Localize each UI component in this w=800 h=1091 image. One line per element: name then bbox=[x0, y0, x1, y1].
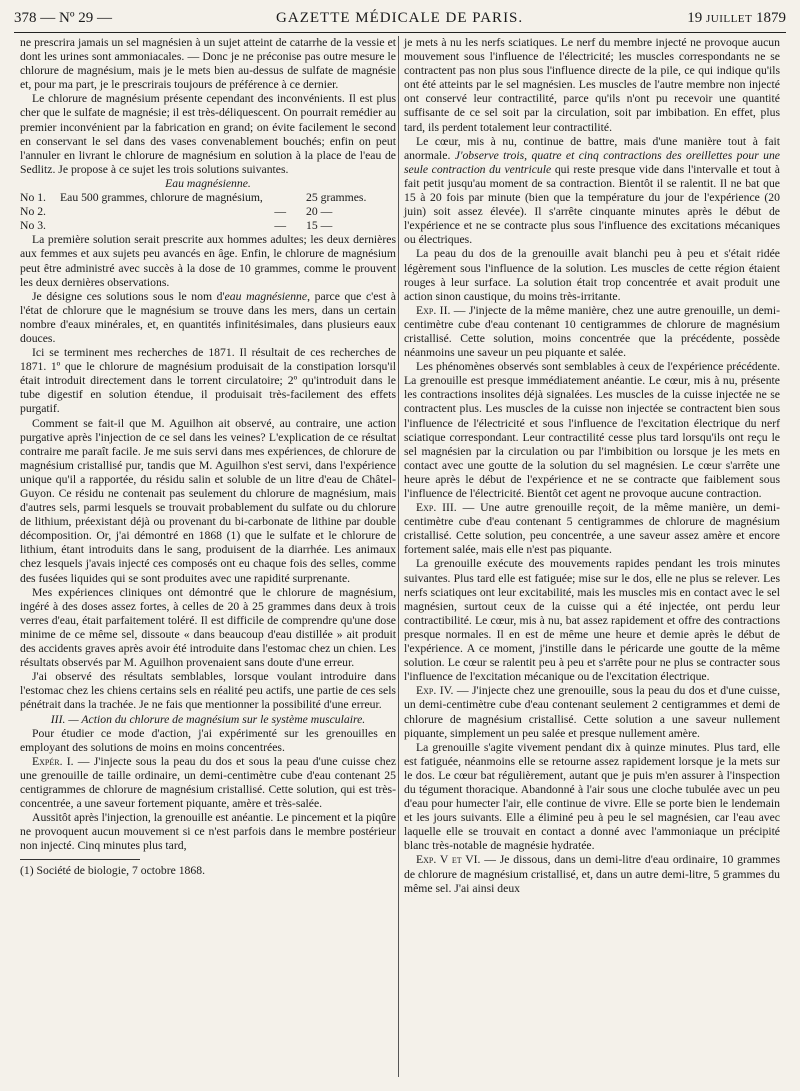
paragraph: Mes expériences cliniques ont démontré que le chlorure de magnésium, ingéré à des doses assez fortes, à celles de 20 à 25 grammes dans deux à trois verres d'eau, était parfaitement toléré. Il est difficile de comprendre qu'une dose minime de ce même sel, dissoute « dans beaucoup d'eau distillée » ait produit des accidents graves après avoir été introduite dans l'estomac chez un chien. Les résultats observés par M. Aguilhon provenaient sans doute d'une erreur. bbox=[20, 585, 396, 670]
paragraph: J'ai observé des résultats semblables, lorsque voulant introduire dans l'estomac chez les chiens certains sels en réalité peu actifs, une partie de ces sels pénétrait dans la trachée. Je ne fais que mentionner la possibilité d'une erreur. bbox=[20, 670, 396, 712]
paragraph: La grenouille exécute des mouvements rapides pendant les trois minutes suivantes. Plus tard elle est fatiguée; mise sur le dos, elle ne plus se relever. Les nerfs sciatiques ont leur excitabilité, mais les muscles mis en contact avec le sel magnésien, surtout ceux de la cuisse qui a été injectée, ont perdu leur contractibilité. Le cœur, mis à nu, bat assez rapidement et offre des contractions presque normales. Il en est de même une heure et demie après le début de l'expérience. A ce moment, j'instille dans le péricarde une goutte de la même solution. Le cœur se ralentit peu à peu et s'arrête pour ne plus se contracter sous l'influence de l'excitation mécanique ou de l'excitation électrique. bbox=[404, 557, 780, 684]
footnote: (1) Société de biologie, 7 octobre 1868. bbox=[20, 864, 206, 878]
page-number-group bbox=[14, 10, 112, 27]
issue-date bbox=[687, 10, 786, 27]
column-divider bbox=[398, 36, 399, 1077]
paragraph: Comment se fait-il que M. Aguilhon ait observé, au contraire, une action purgative après l'injection de ce sel dans les veines? L'explication de ce résultat contraire me paraît facile. Je me suis servi dans mes expériences, de chlorure de magnésium cristallisé pur, tandis que M. Aguilhon s'est servi, dans l'expérience unique qu'il a rapportée, du résidu salin et soluble de un litre d'eau de Châtel-Guyon. Ce résidu ne contenait pas seulement du chlorure de magnésium, mais d'autres sels, parmi lesquels se trouvait probablement du sulfate ou du chlorure de lithium, préexistant déjà ou provenant du bi-carbonate de lithine par double décomposition. Or, j'ai démontré en 1868 (1) que le sulfate et le chlorure de lithium, étant introduits dans le sang, produisent de la diarrhée. Les animaux chez lesquels j'avais injecté ces composés ont eu chaque fois des selles, comme des fusées liquides qui se sont produites avec une rapidité surprenante. bbox=[20, 416, 396, 585]
remedy-row: No 3. — 15 — bbox=[20, 219, 333, 233]
date-month: JUILLET bbox=[705, 12, 753, 25]
page-header bbox=[14, 6, 786, 30]
paragraph: Expér. I. — J'injecte sous la peau du dos et sous la peau d'une cuisse chez une grenouille de taille ordinaire, un demi-centimètre cube d'eau contenant 25 centigrammes de chlorure de magnésium cristallisé. Cette solution, qui est très-concentrée, a une saveur fortement piquante, amère et très-salée. bbox=[20, 754, 397, 811]
date-year: 1879 bbox=[755, 9, 786, 26]
paragraph: Ici se terminent mes recherches de 1871. Il résultait de ces recherches de 1871. 1º que le chlorure de magnésium produisait de la constipation lorsqu'il était introduit directement dans le torrent circulatoire; 2º qu'introduit dans le tube digestif en solution étendue, il produisait très-facilement des effets purgatif. bbox=[20, 346, 396, 416]
paragraph: La grenouille s'agite vivement pendant dix à quinze minutes. Plus tard, elle est fatiguée, néanmoins elle se retourne assez rapidement lorsque je la mets sur le dos. Le cœur bat régulièrement, autant que je puis m'en assurer à l'inspection du tégument thoracique. Abandonné à l'air sous une cloche tubulée avec un peu d'eau pour humecter l'air, elle continue de vivre. Elle se porte bien le lendemain et les jours suivants. Elle a éliminé peu à peu le sel magnésien, car l'eau avec laquelle elle se trouvait en contact a donné avec l'ammoniaque un précipité blanc très-notable de magnésie hydratée. bbox=[404, 740, 780, 853]
journal-title: GAZETTE MÉDICALE DE PARIS. bbox=[276, 9, 524, 26]
paragraph: Le chlorure de magnésium présente cependant des inconvénients. Il est plus cher que le sulfate de magnésie; il est très-déliquescent. On pourrait remédier au premier inconvénient par la fabrication en grand; on évite facilement le second en conservant le sel dans des vases convenablement bouchés; enfin on peut l'annuler en livrant le chlorure de magnésium en solution à la place de l'eau de Sedlitz. Je propose à ce sujet les trois solutions suivantes. bbox=[20, 92, 396, 176]
right-column bbox=[404, 36, 780, 1079]
header-rule bbox=[14, 32, 786, 33]
paragraph: Exp. V et VI. — Je dissous, dans un demi-litre d'eau ordinaire, 10 grammes de chlorure de magnésium cristallisé, et, dans un autre demi-litre, 5 grammes du même sel. J'ai ainsi deux bbox=[404, 853, 781, 895]
section-heading: III. — Action du chlorure de magnésium sur le système musculaire. bbox=[50, 712, 366, 726]
paragraph: ne prescrira jamais un sel magnésien à un sujet atteint de catarrhe de la vessie et dont les urines sont ammoniacales. — Donc je ne préconise pas outre mesure le chlorure de magnésium, mais je le mets bien au-dessus de sulfate de magnésie et, pour ma part, je le prescrirais toujours de préférence à ce dernier. bbox=[20, 36, 396, 92]
remedy-row: No 2. — 20 — bbox=[20, 205, 333, 219]
remedy-title: Eau magnésienne. bbox=[165, 176, 251, 190]
paragraph: je mets à nu les nerfs sciatiques. Le nerf du membre injecté ne provoque aucun mouvement sous l'influence de l'électricité; les muscles correspondants ne se contractent pas non plus sous l'influence directe de la pile, ce qui indique qu'ils ont été atteints par le sel magnésien. Les muscles de l'autre membre non injecté ont conservé leur contractilité, parce qu'ils n'ont pu recevoir une quantité suffisante de ce sel soit par la circulation, soit par imbibation. En effet, plus tard, ils perdent totalement leur contractilité. bbox=[404, 36, 780, 134]
left-column bbox=[20, 36, 396, 1079]
remedy-row: No 1. Eau 500 grammes, chlorure de magnésium, 25 grammes. bbox=[20, 191, 367, 205]
page-number: 378 bbox=[14, 9, 37, 26]
paragraph: Exp. IV. — J'injecte chez une grenouille, sous la peau du dos et d'une cuisse, un demi-centimètre cube d'eau contenant seulement 2 centigrammes et demi de chlorure de magnésium cristallisé. Cette solution a une saveur nullement piquante, simplement un peu salée et presque nullement amère. bbox=[404, 684, 780, 740]
paragraph: Exp. III. — Une autre grenouille reçoit, de la même manière, un demi-centimètre cube d'eau contenant 5 centigrammes de chlorure de magnésium cristallisé. Cette solution, peu concentrée, a une saveur assez amère et encore fortement salée, mais elle n'est pas piquante. bbox=[404, 501, 780, 557]
paragraph: Je désigne ces solutions sous le nom d'eau magnésienne, parce que c'est à l'état de chlorure que le magnésium se trouve dans les mers, dans un certain nombre d'eaux minérales, et, en quantités infinitésimales, dans plusieurs eaux douces. bbox=[20, 289, 396, 345]
paragraph: Aussitôt après l'injection, la grenouille est anéantie. Le pincement et la piqûre ne provoquent aucun mouvement si ce n'est parfois dans le membre postérieur non injecté. Cinq minutes plus tard, bbox=[20, 811, 396, 853]
paragraph: Pour étudier ce mode d'action, j'ai expérimenté sur les grenouilles en employant des solutions de moins en moins concentrées. bbox=[20, 726, 396, 754]
paragraph: Le cœur, mis à nu, continue de battre, mais d'une manière tout à fait anormale. J'observe trois, quatre et cinq contractions des oreillettes pour une seule contraction du ventricule qui reste presque vide dans l'intervalle et tout à fait petit jusqu'au moment de sa contraction. Bientôt il se ralentit. Il ne bat que 15 à 20 fois par minute (bien que la température du jour de l'expérience (20 juin) soit assez élevée). Il s'arrête cinquante minutes après le début de l'expérience et ne se contracte plus sous l'influence des excitations mécaniques ou électriques. bbox=[404, 134, 780, 247]
paragraph: La peau du dos de la grenouille avait blanchi peu à peu et s'était ridée légèrement sous l'influence de la solution. Les muscles de cette région étaient rouges à leur surface. La solution était trop concentrée et avait produit une action sinon caustique, du moins très-irritante. bbox=[404, 247, 780, 303]
paragraph: La première solution serait prescrite aux hommes adultes; les deux dernières aux femmes et aux sujets peu avancés en âge. Enfin, le chlorure de magnésium peut être administré avec succès à la dose de 10 grammes, comme le prouvent les deux dernières observations. bbox=[20, 233, 396, 289]
footnote-rule bbox=[20, 859, 140, 860]
paragraph: Les phénomènes observés sont semblables à ceux de l'expérience précédente. La grenouille est presque immédiatement anéantie. Le cœur, mis à nu, présente les contractions insolites déjà signalées. Les muscles de la cuisse injectée ne se contractent plus. Les muscles de la cuisse non injectée se contractent bien sous l'influence de l'électricité et sous l'influence de l'excitation électrique du nerf sciatique correspondant. Leur contractilité cesse plus tard lorsqu'ils ont reçu le sel magnésien par la circulation ou par l'imbibition ou lorsque je les mets en contact avec une goutte de la solution du sel magnésien. Le cœur s'arrête une heure après le début de l'expérience et ne se contracte que faiblement sous l'influence de l'électricité. Bientôt cet agent ne provoque aucune contraction. bbox=[404, 360, 780, 500]
date-day: 19 bbox=[687, 9, 703, 26]
issue-number: — Nº 29 — bbox=[40, 9, 112, 26]
paragraph: Exp. II. — J'injecte de la même manière, chez une autre grenouille, un demi-centimètre cube d'eau contenant 10 centigrammes de chlorure de magnésium cristallisé. Cette solution, moins concentrée que la précédente, possède néanmoins une saveur un peu piquante et salée. bbox=[404, 303, 780, 360]
